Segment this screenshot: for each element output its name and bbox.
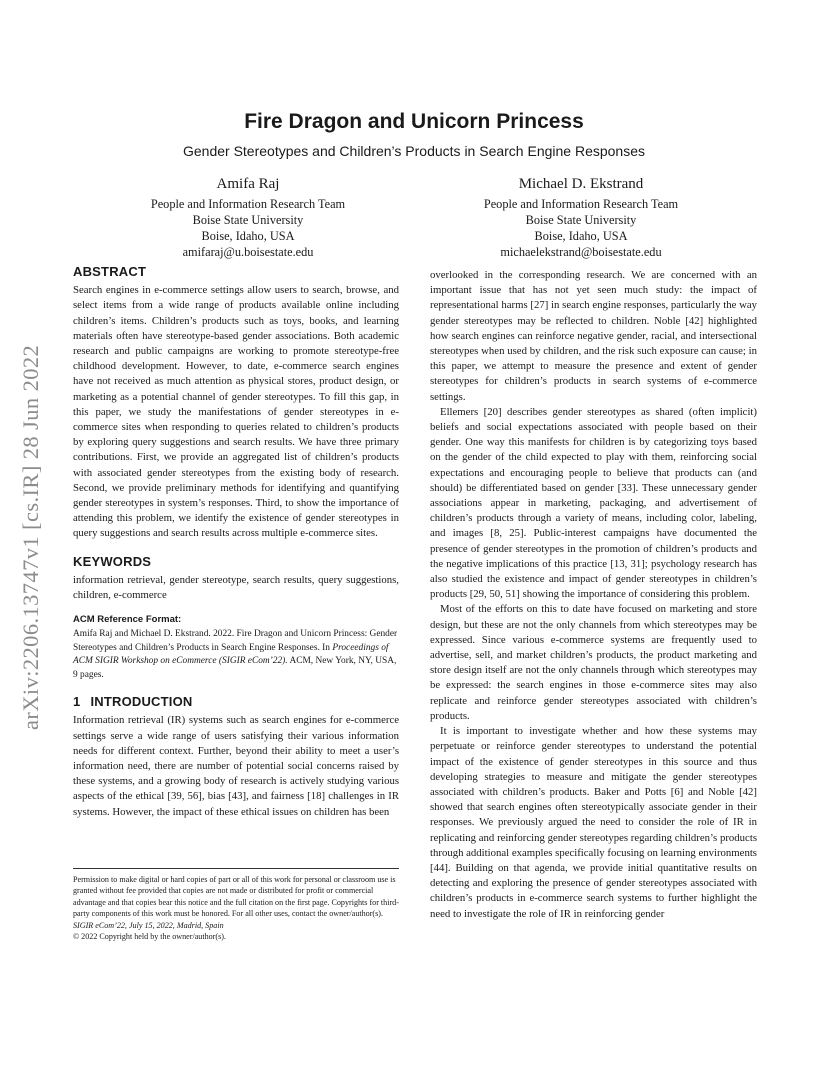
arxiv-identifier: arXiv:2206.13747v1 [cs.IR] 28 Jun 2022 bbox=[18, 344, 43, 730]
permission-notice: Permission to make digital or hard copies of part or all of this work for personal or classroom use is granted without fee provided that copies are not made or distributed for profit or commercial advantage and that copies bear this notice and the full citation on the first page. Copyrights for third-party components of this work must be honored. For all other uses, contact the owner/author(s). bbox=[73, 875, 399, 919]
keywords-text: information retrieval, gender stereotype, search results, query suggestions, children, e-commerce bbox=[73, 573, 399, 602]
acm-reference-citation: Amifa Raj and Michael D. Ekstrand. 2022. Fire Dragon and Unicorn Princess: Gender Stereotypes and Children’s Products in Search Engine Responses. In bbox=[73, 629, 398, 653]
introduction-heading bbox=[73, 694, 399, 709]
acm-reference-text bbox=[73, 628, 399, 682]
author-university: Boise State University bbox=[525, 213, 637, 227]
copyright-line: © 2022 Copyright held by the owner/author(s). bbox=[73, 932, 226, 942]
introduction-paragraph-2: Ellemers [20] describes gender stereotypes as shared (often implicit) beliefs and social expectations associated with people based on their gender. One way this manifests for children is by categorizing toys based on the gender of the child expected to play with them, reinforcing social expectations and encouraging people to believe that products can (and should) be differentiated based on gender [33]. These unnecessary gender associations appear in marketing, packaging, and advertisement of children’s products through a variety of means, including color, labeling, and images [8, 25]. Public-interest campaigns have documented the presence of gender stereotypes in the promotion of children’s products and the negative implications of this practice [13, 31]; psychology research has also studied the existence and impact of gender stereotypes in children’s products [29, 50, 51] showing the importance of considering this problem. bbox=[430, 405, 757, 601]
author-location: Boise, Idaho, USA bbox=[534, 229, 628, 243]
author-name: Michael D. Ekstrand bbox=[518, 176, 644, 192]
right-column bbox=[430, 268, 757, 922]
author-block-1 bbox=[88, 174, 408, 260]
author-location: Boise, Idaho, USA bbox=[201, 229, 295, 243]
author-team: People and Information Research Team bbox=[483, 197, 679, 211]
section-title: INTRODUCTION bbox=[90, 694, 193, 710]
left-column bbox=[73, 264, 399, 820]
abstract-heading: ABSTRACT bbox=[73, 264, 147, 279]
author-email: michaelekstrand@boisestate.edu bbox=[500, 245, 662, 259]
author-university: Boise State University bbox=[192, 213, 304, 227]
author-name: Amifa Raj bbox=[216, 176, 280, 192]
author-team: People and Information Research Team bbox=[150, 197, 346, 211]
paper-title: Fire Dragon and Unicorn Princess bbox=[244, 110, 584, 133]
introduction-paragraph-1-continued: overlooked in the corresponding research. We are concerned with an important issue that has not yet seen much study: the impact of representational harms [27] in search engine responses, particularly the way gender stereotypes may be reflected to children. Noble [42] highlighted how search engines can reinforce negative gender, racial, and intersectional stereotypes when used by children, and the risk such exposure can cause; in this paper, we attempt to measure the presence and extent of gender stereotypes for children’s products in search systems of e-commerce settings. bbox=[430, 269, 757, 403]
acm-reference-publisher: ACM, New York, NY, USA, 9 pages. bbox=[73, 656, 397, 680]
introduction-paragraph-4: It is important to investigate whether and how these systems may perpetuate or reinforce gender stereotypes to understand the potential impact of the existence of gender stereotypes in this source and thus developing strategies to measure and mitigate the gender stereotypes associated with children’s products. Baker and Potts [6] and Noble [42] showed that search engines often stereotypically associate gender in their responses. We previously argued the need to consider the role of IR in replicating and reinforcing gender stereotypes regarding children’s products through additional examples specifically focusing on learning environments [44]. Building on that agenda, we provide initial quantitative results on detecting and exploring the presence of gender stereotypes associated with children’s products in e-commerce search systems to further highlight the need to investigate the role of IR in reinforcing gender bbox=[430, 725, 757, 920]
keywords-heading: KEYWORDS bbox=[73, 553, 152, 569]
author-block-2 bbox=[421, 174, 741, 260]
introduction-paragraph-3: Most of the efforts on this to date have focused on marketing and store design, but these are not the only channels from which stereotypes may be expressed. Since various e-commerce systems are frequently used to advertise, sell, and market children’s products, the product marketing and store design itself are not the only channels through which stereotypes may be expressed: the search engines in those e-commerce sites may also replicate and reinforce gender stereotypes associated with children’s products. bbox=[430, 603, 757, 722]
abstract-text: Search engines in e-commerce settings allow users to search, browse, and select items from a wide range of products available online including children’s items. Children’s products such as toys, books, and learning materials often have stereotype-based gender associations. Both academic research and public campaigns are working to promote stereotype-free childhood development. However, to date, e-commerce search engines have not received as much attention as physical stores, product design, or marketing as a potential channel of gender stereotypes. To fill this gap, in this paper, we study the manifestations of gender stereotypes in e-commerce sites when responding to queries related to children’s products by exploring query suggestions and search results. We have three primary contributions. First, we provide an aggregated list of children’s products with associated gender stereotypes from the existing body of research. Second, we provide preliminary methods for identifying and quantifying gender stereotypes in system’s responses. Third, to show the importance of attending this problem, we identify the existence of gender stereotypes in query suggestions and search results across multiple e-commerce sites. bbox=[73, 284, 399, 540]
acm-reference-heading: ACM Reference Format: bbox=[73, 614, 182, 626]
acm-reference-venue: Proceedings of ACM SIGIR Workshop on eCommerce (SIGIR eCom’22). bbox=[73, 642, 389, 667]
section-number: 1 bbox=[73, 694, 81, 710]
venue-line: SIGIR eCom’22, July 15, 2022, Madrid, Spain bbox=[73, 920, 224, 930]
copyright-footnote bbox=[73, 868, 399, 942]
author-email: amifaraj@u.boisestate.edu bbox=[182, 245, 314, 259]
introduction-paragraph-1: Information retrieval (IR) systems such as search engines for e-commerce settings serve a wide range of users satisfying their various information needs for different context. Further, beyond their ability to meet a user’s information need, there are number of potential social concerns raised by these systems, and a growing body of research is actively studying various aspects of the ethical [39, 56], bias [43], and fairness [18] challenges in IR systems. However, the impact of these ethical issues on children has been bbox=[73, 714, 399, 818]
paper-subtitle: Gender Stereotypes and Children’s Products in Search Engine Responses bbox=[182, 143, 645, 159]
